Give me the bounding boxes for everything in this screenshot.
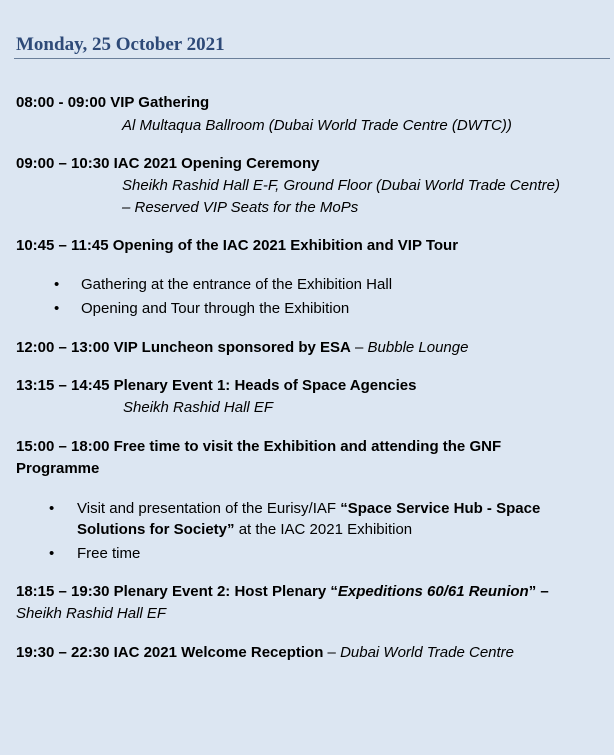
event-name-end: ” – (528, 583, 549, 600)
event-name: VIP Gathering (110, 94, 210, 111)
list-item: Opening and Tour through the Exhibition (81, 300, 350, 317)
event-name: Opening of the IAC 2021 Exhibition and VIP Tour (112, 237, 459, 254)
event-heading (16, 376, 416, 396)
bullet-icon: • (54, 276, 60, 293)
list-item-text: at the IAC 2021 Exhibition (238, 521, 413, 538)
event-heading (16, 93, 209, 113)
event-name: Free time to visit the Exhibition and attending the GNF (113, 438, 502, 455)
event-time: 12:00 – 13:00 (16, 339, 110, 356)
event-name: IAC 2021 Opening Ceremony (113, 155, 320, 172)
event-title: Expeditions 60/61 Reunion (337, 583, 529, 600)
bullet-icon: • (49, 545, 55, 562)
event-location: Sheikh Rashid Hall E-F, Ground Floor (Dubai World Trade Centre) (122, 177, 560, 194)
list-item-highlight: “Space Service Hub - Space (340, 500, 541, 517)
event-time: 08:00 - 09:00 (16, 94, 107, 111)
list-item: Free time (77, 545, 141, 562)
event-location: Bubble Lounge (367, 339, 469, 356)
list-item (77, 499, 540, 519)
event-name: Plenary Event 1: Heads of Space Agencies (113, 377, 417, 394)
list-item: Gathering at the entrance of the Exhibition Hall (81, 276, 393, 293)
event-heading (16, 643, 514, 663)
event-heading (16, 236, 458, 256)
bullet-icon: • (54, 300, 60, 317)
event-time: 18:15 – 19:30 (16, 583, 110, 600)
bullet-icon: • (49, 500, 55, 517)
event-heading (16, 582, 549, 602)
event-heading (16, 437, 501, 457)
event-time: 09:00 – 10:30 (16, 155, 110, 172)
separator: – (327, 644, 336, 661)
event-time: 10:45 – 11:45 (16, 237, 109, 254)
event-name: Plenary Event 2: Host Plenary “ (113, 583, 338, 600)
event-heading (16, 338, 468, 358)
list-item-text: Visit and presentation of the Eurisy/IAF (77, 500, 337, 517)
event-name: VIP Luncheon sponsored by ESA (113, 339, 351, 356)
page-title: Monday, 25 October 2021 (16, 34, 225, 55)
event-location-note: – Reserved VIP Seats for the MoPs (122, 199, 359, 216)
event-location: Sheikh Rashid Hall EF (123, 399, 274, 416)
list-item-highlight: Solutions for Society” (77, 521, 235, 538)
event-location: Dubai World Trade Centre (340, 644, 515, 661)
event-heading (16, 154, 319, 174)
event-time: 19:30 – 22:30 (16, 644, 110, 661)
event-name: IAC 2021 Welcome Reception (113, 644, 324, 661)
event-location: Sheikh Rashid Hall EF (16, 605, 167, 622)
title-divider (14, 58, 610, 59)
event-time: 15:00 – 18:00 (16, 438, 110, 455)
event-name-continued: Programme (16, 460, 100, 477)
list-item-continued (77, 520, 412, 540)
event-location: Al Multaqua Ballroom (Dubai World Trade Centre (DWTC)) (122, 117, 512, 134)
event-time: 13:15 – 14:45 (16, 377, 110, 394)
separator: – (355, 339, 364, 356)
